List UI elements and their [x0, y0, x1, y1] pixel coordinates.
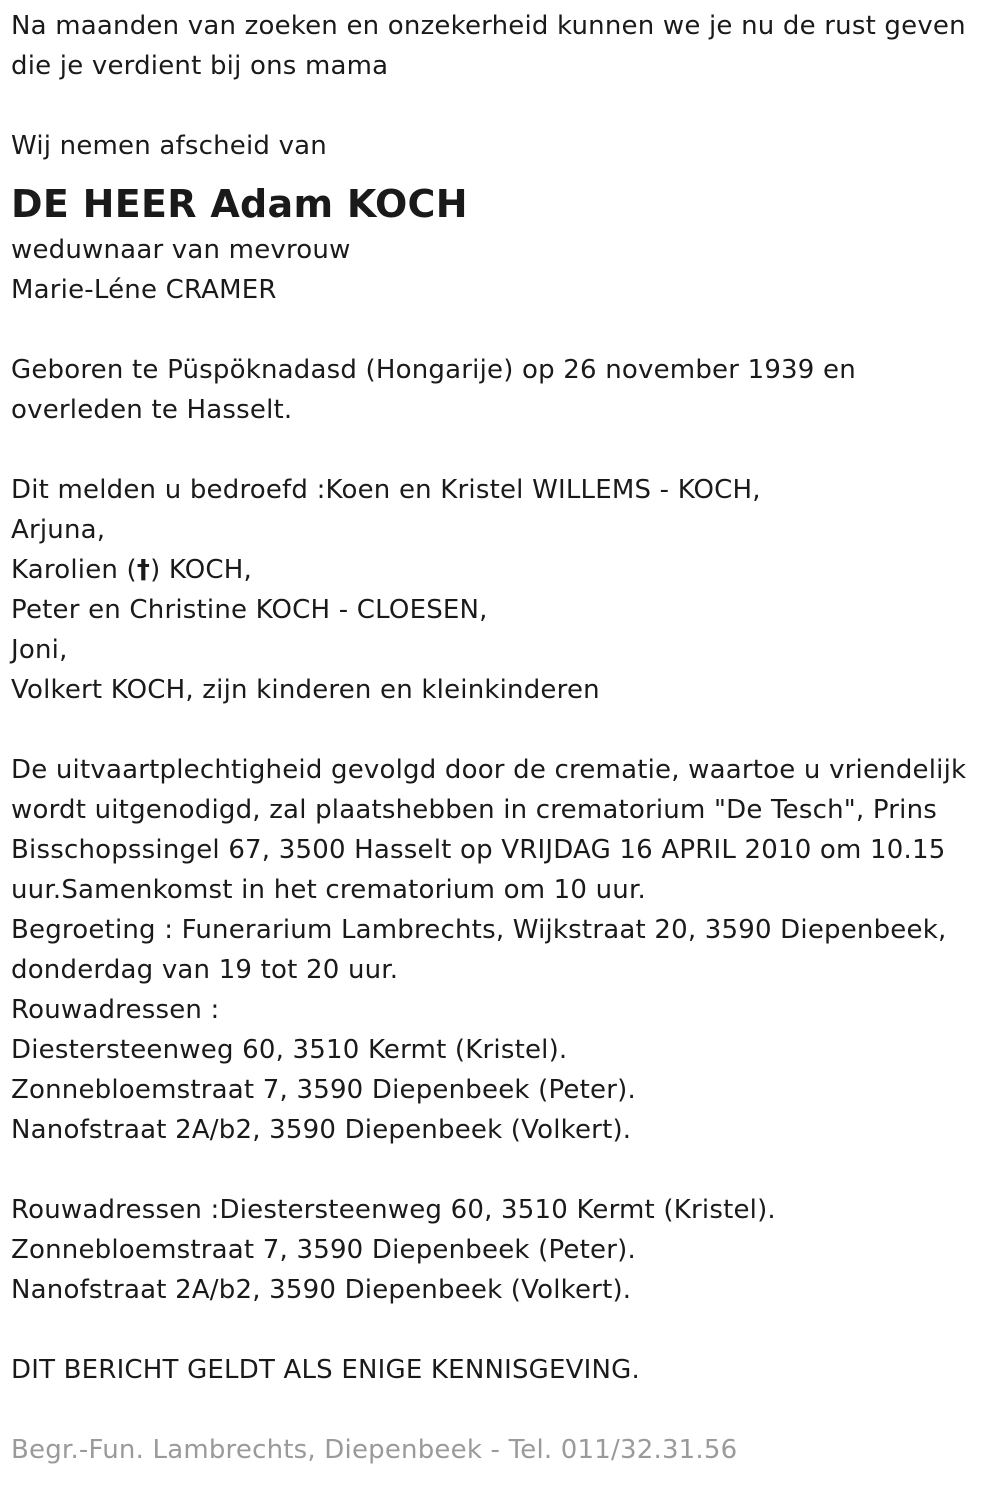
addresses-line-3: Nanofstraat 2A/b2, 3590 Diepenbeek (Volkert).: [11, 1275, 632, 1305]
relation-line: weduwnaar van mevrouw: [11, 235, 351, 265]
spacer: [11, 710, 988, 750]
ceremony-line-7: Rouwadressen :: [11, 995, 220, 1025]
intro-line-1: Na maanden van zoeken en onzekerheid kunnen we je nu de rust geven: [11, 11, 966, 41]
spacer: [11, 1310, 988, 1350]
spacer: [11, 1150, 988, 1190]
family-line-1: Dit melden u bedroefd :Koen en Kristel WILLEMS - KOCH,: [11, 475, 761, 505]
ceremony-line-10: Nanofstraat 2A/b2, 3590 Diepenbeek (Volkert).: [11, 1115, 632, 1145]
birth-line-2: overleden te Hasselt.: [11, 395, 293, 425]
family-line-3-post: ) KOCH,: [150, 555, 252, 585]
notice-line: DIT BERICHT GELDT ALS ENIGE KENNISGEVING.: [11, 1355, 640, 1385]
addresses-line-2: Zonnebloemstraat 7, 3590 Diepenbeek (Peter).: [11, 1235, 636, 1265]
intro-line-2: die je verdient bij ons mama: [11, 51, 389, 81]
family-line-5: Joni,: [11, 635, 68, 665]
family-line-2: Arjuna,: [11, 515, 106, 545]
ceremony-line-3: Bisschopssingel 67, 3500 Hasselt op VRIJDAG 16 APRIL 2010 om 10.15: [11, 835, 946, 865]
family-line-3-pre: Karolien (: [11, 555, 137, 585]
family-line-6: Volkert KOCH, zijn kinderen en kleinkinderen: [11, 675, 600, 705]
family-line-3: [11, 550, 988, 590]
ceremony-line-9: Zonnebloemstraat 7, 3590 Diepenbeek (Peter).: [11, 1075, 636, 1105]
ceremony-line-8: Diestersteenweg 60, 3510 Kermt (Kristel).: [11, 1035, 568, 1065]
ceremony-line-2: wordt uitgenodigd, zal plaatshebben in crematorium "De Tesch", Prins: [11, 795, 938, 825]
ceremony-line-1: De uitvaartplechtigheid gevolgd door de crematie, waartoe u vriendelijk: [11, 755, 967, 785]
ceremony-line-4: uur.Samenkomst in het crematorium om 10 uur.: [11, 875, 646, 905]
spacer: [11, 430, 988, 470]
addresses-line-1: Rouwadressen :Diestersteenweg 60, 3510 Kermt (Kristel).: [11, 1195, 776, 1225]
ceremony-line-6: donderdag van 19 tot 20 uur.: [11, 955, 399, 985]
spacer: [11, 1390, 988, 1430]
birth-line-1: Geboren te Püspöknadasd (Hongarije) op 26 november 1939 en: [11, 355, 856, 385]
family-line-4: Peter en Christine KOCH - CLOESEN,: [11, 595, 488, 625]
cross-icon: †: [136, 555, 151, 585]
funeral-home-footer: Begr.-Fun. Lambrechts, Diepenbeek - Tel. 011/32.31.56: [11, 1435, 738, 1465]
deceased-name: DE HEER Adam KOCH: [11, 182, 468, 226]
spouse-line: Marie-Léne CRAMER: [11, 275, 277, 305]
ceremony-line-5: Begroeting : Funerarium Lambrechts, Wijkstraat 20, 3590 Diepenbeek,: [11, 915, 947, 945]
farewell-line: Wij nemen afscheid van: [11, 131, 327, 161]
spacer: [11, 310, 988, 350]
spacer: [11, 86, 988, 126]
